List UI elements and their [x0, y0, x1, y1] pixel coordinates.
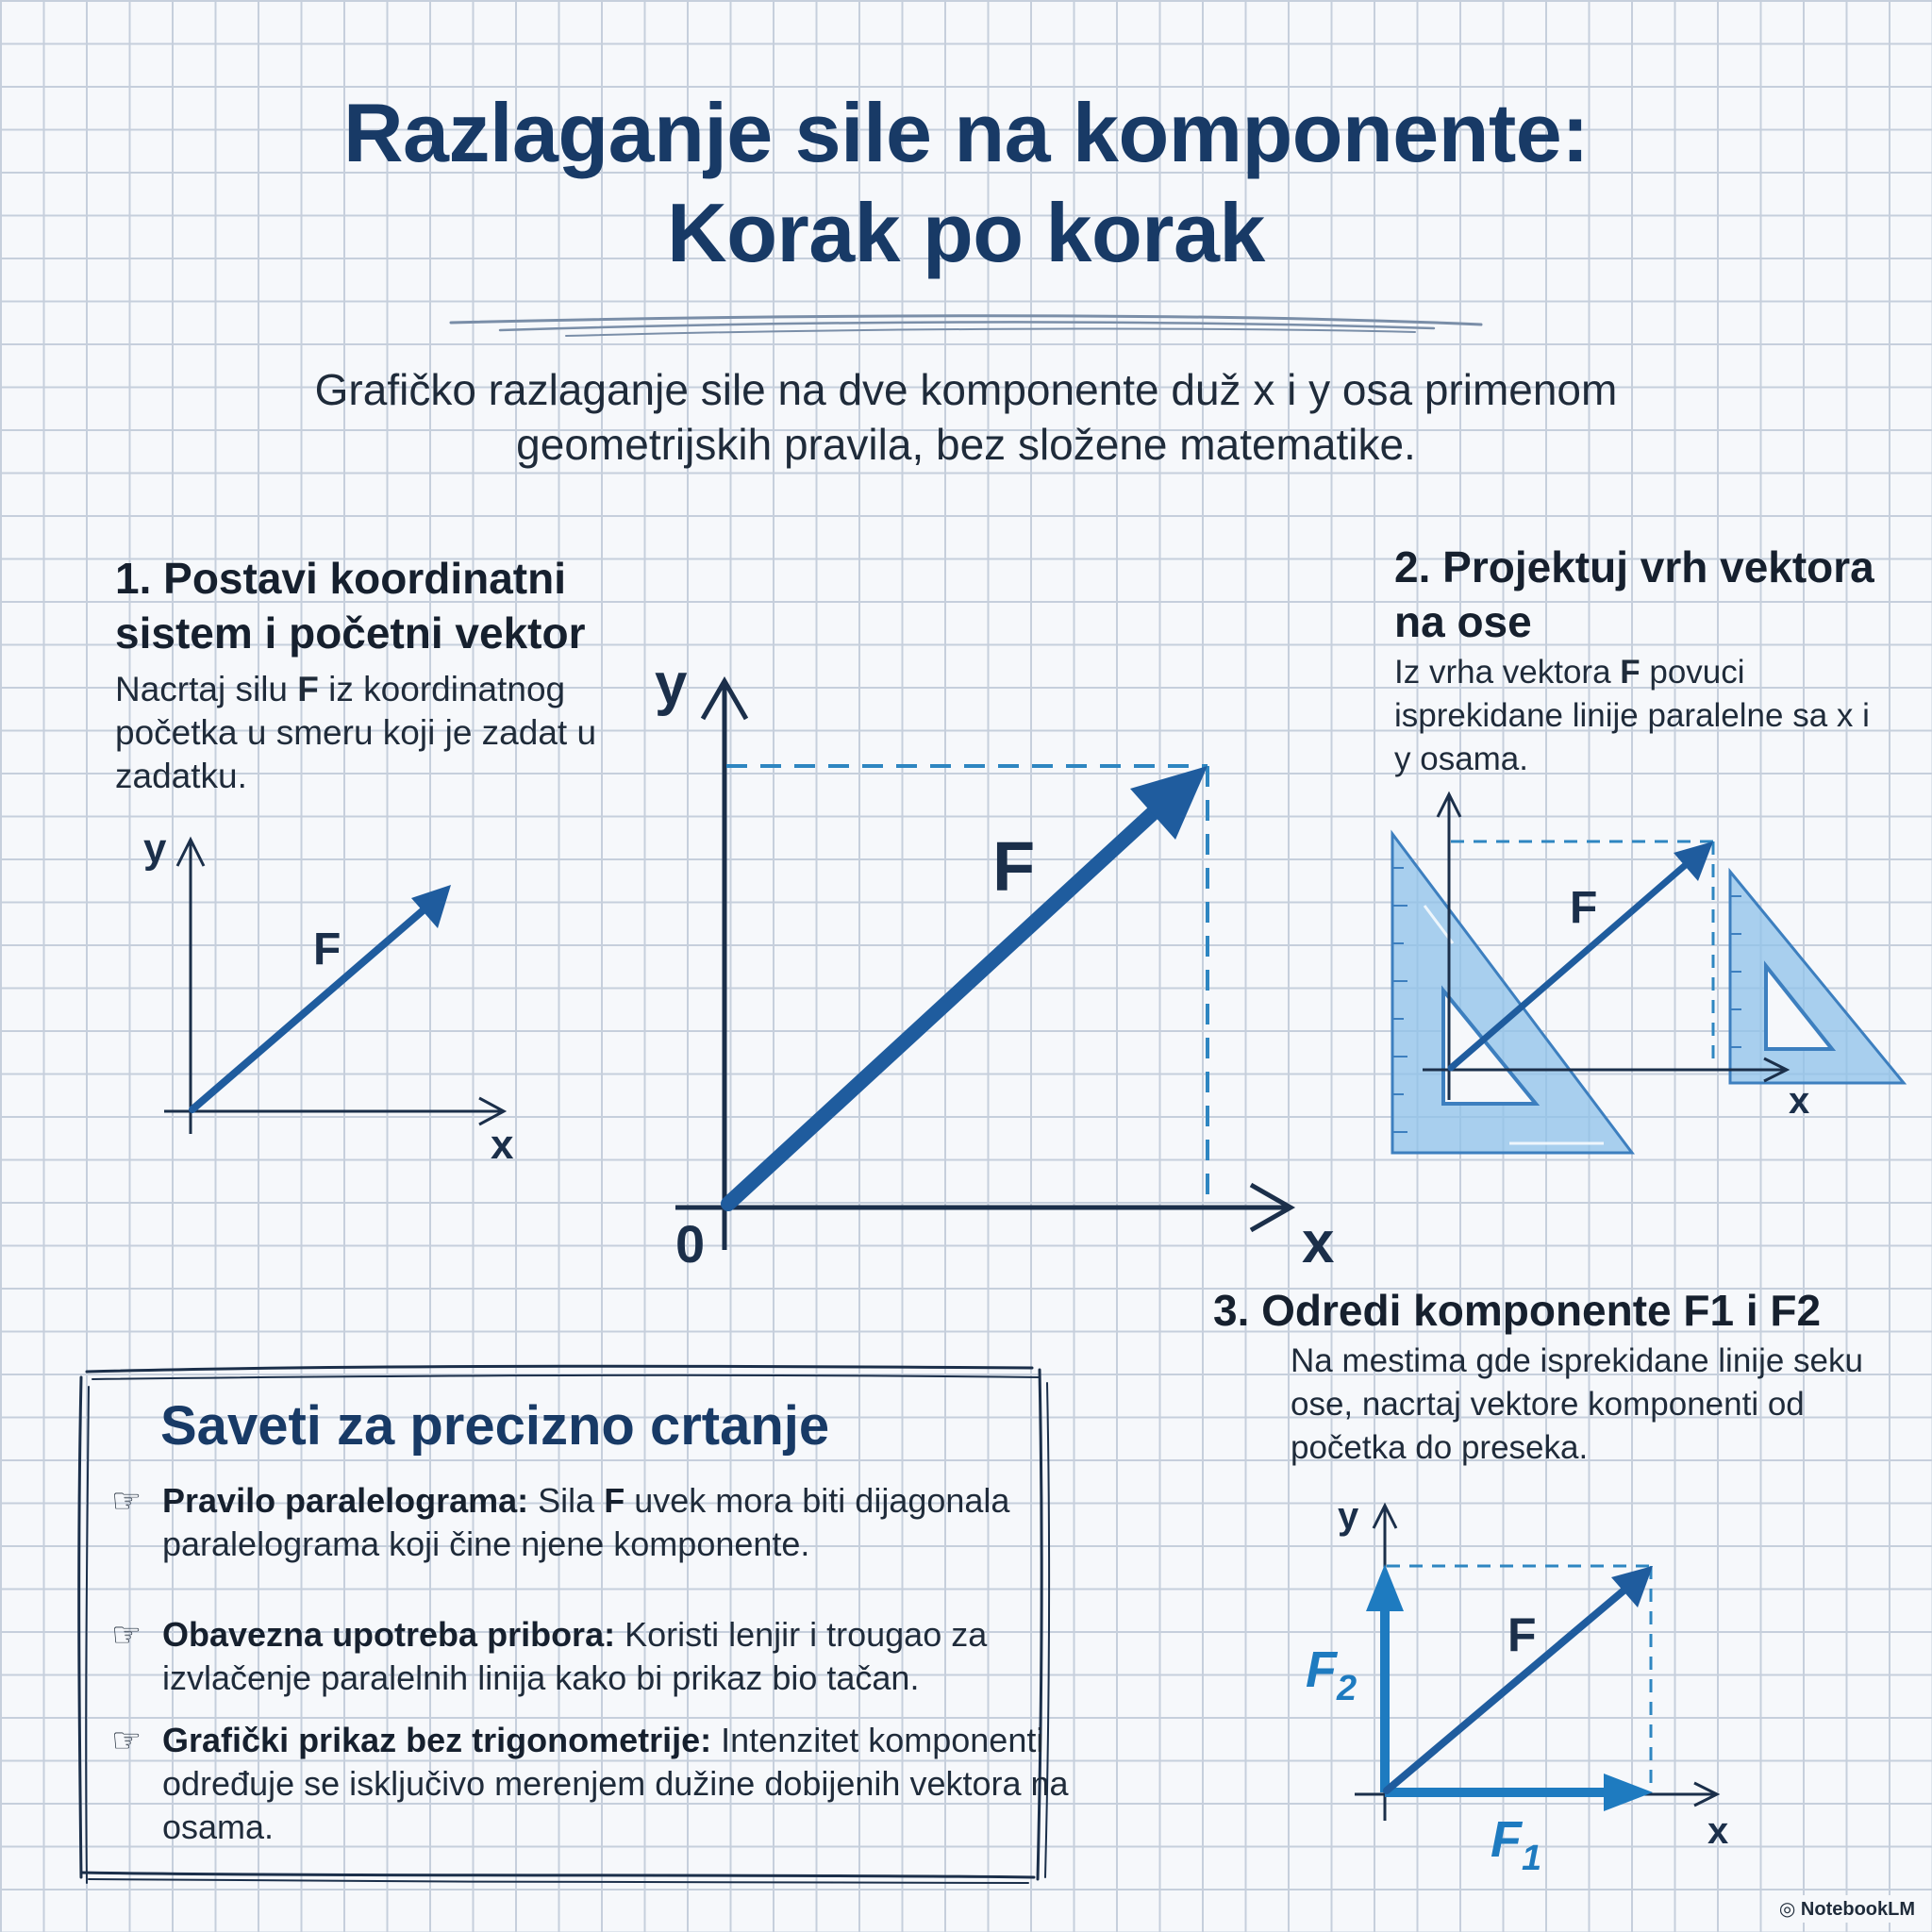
tip-1-text: [162, 1479, 1143, 1566]
label-f1-base: F: [1491, 1811, 1522, 1868]
main-label-f: F: [992, 827, 1036, 906]
tip-2-bold: Obavezna upotreba pribora:: [162, 1615, 616, 1654]
step3-label-f: F: [1507, 1608, 1537, 1661]
tip-1-text-before: Sila: [528, 1481, 605, 1520]
label-f2-base: F: [1306, 1641, 1337, 1698]
step2-body-after: povuci isprekidane linije paralelne sa x i y osama.: [1394, 654, 1870, 777]
f1-component-arrowhead: [1604, 1774, 1653, 1811]
tips-title: Saveti za precizno crtanje: [160, 1395, 830, 1457]
tip-2-text-before: Koristi lenjir i trougao za izvlačenje paralelnih linija kako bi prikaz bio tačan.: [162, 1615, 988, 1697]
set-square-right: [1730, 872, 1904, 1083]
step2-heading: 2. Projektuj vrh vektora na ose: [1394, 542, 1874, 646]
tip-1-text-after: uvek mora biti dijagonala paralelograma koji čine njene komponente.: [162, 1481, 1010, 1563]
subtitle: Grafičko razlaganje sile na dve komponente duž x i y osa primenom geometrijskih pravila, bez složene matematike.: [314, 365, 1618, 469]
main-label-y: y: [655, 652, 688, 717]
step1-label-x: x: [491, 1122, 514, 1168]
label-f2-sub: 2: [1337, 1669, 1357, 1708]
step1-force-arrowhead: [411, 885, 451, 928]
tip-3-text: [162, 1719, 1143, 1849]
step1-label-y: y: [143, 825, 167, 872]
step3-force-arrowhead: [1611, 1566, 1653, 1607]
label-f1: [1491, 1811, 1541, 1878]
step3-label-x: x: [1707, 1810, 1729, 1852]
step2-label-x: x: [1789, 1080, 1810, 1122]
notebook-icon: ◎: [1778, 1899, 1801, 1920]
step3-label-y: y: [1338, 1495, 1359, 1537]
step1-body-bold: F: [297, 670, 319, 708]
brand-mark: [1775, 1895, 1919, 1923]
tip-3-text-before: Intenzitet komponenti određuje se isključivo merenjem dužine dobijenih vektora na osama.: [162, 1721, 1069, 1846]
main-label-x: x: [1302, 1210, 1335, 1275]
step1-body-after: iz koordinatnog početka u smeru koji je zadat u zadatku.: [115, 670, 597, 795]
step2-diagram: [1392, 794, 1904, 1153]
step1-label-f: F: [313, 924, 341, 974]
main-force-vector: [728, 813, 1153, 1204]
set-square-left: [1392, 834, 1632, 1153]
step3-body: Na mestima gde isprekidane linije seku ose, nacrtaj vektore komponenti od početka do preseka.: [1291, 1342, 1863, 1466]
tip-1-bold: Pravilo paralelograma:: [162, 1481, 529, 1520]
step3-diagram: [1306, 1495, 1728, 1878]
step3-heading: 3. Odredi komponente F1 i F2: [1213, 1286, 1822, 1335]
pointing-hand-icon: ☞: [111, 1615, 142, 1654]
label-f1-sub: 1: [1522, 1839, 1542, 1878]
label-f2: [1306, 1641, 1357, 1708]
step1-diagram: [143, 825, 514, 1168]
step2-body-bold: F: [1620, 654, 1641, 691]
main-diagram: [655, 652, 1335, 1275]
title-line-1: Razlaganje sile na komponente:: [343, 86, 1589, 179]
brand-label: NotebookLM: [1800, 1899, 1915, 1920]
pointing-hand-icon: ☞: [111, 1721, 142, 1759]
title-underline: [451, 316, 1481, 336]
step2-force-arrowhead: [1674, 841, 1713, 881]
step2-body-before: Iz vrha vektora: [1394, 654, 1621, 691]
tip-2-text: [162, 1613, 1143, 1700]
step1-body-before: Nacrtaj silu: [115, 670, 298, 708]
tip-1-text-bold: F: [604, 1481, 625, 1520]
step2-label-f: F: [1570, 883, 1598, 933]
main-label-origin: 0: [675, 1214, 706, 1274]
step1-force-vector: [192, 908, 426, 1109]
f2-component-arrowhead: [1366, 1564, 1404, 1611]
step1-heading: 1. Postavi koordinatni sistem i početni vektor: [115, 554, 586, 658]
title-line-2: Korak po korak: [667, 186, 1265, 279]
tip-3-bold: Grafički prikaz bez trigonometrije:: [162, 1721, 712, 1759]
pointing-hand-icon: ☞: [111, 1481, 142, 1520]
